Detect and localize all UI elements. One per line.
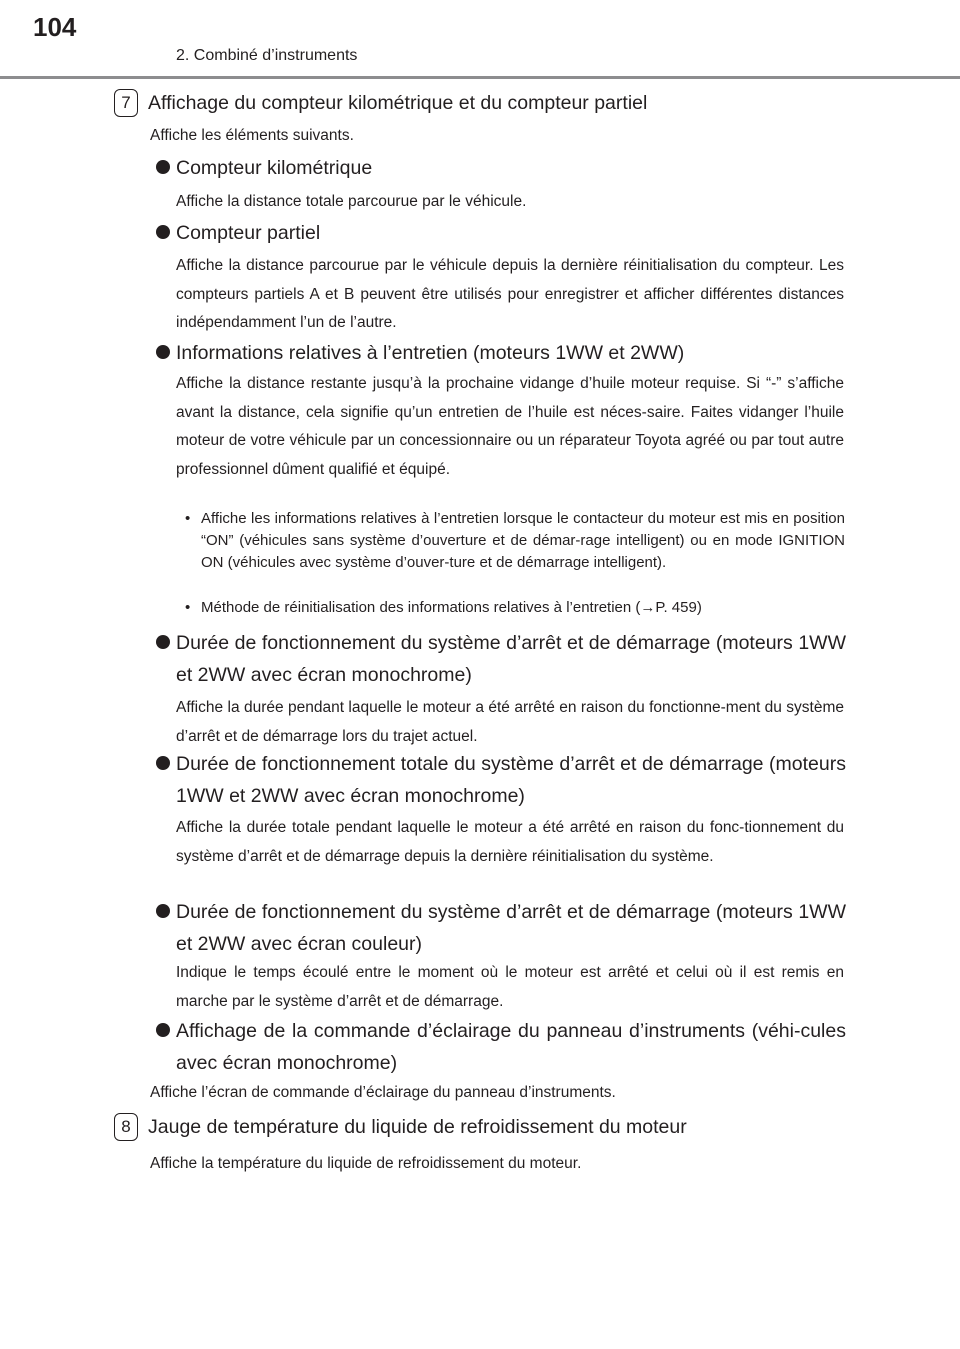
list-item-body: Affiche la durée pendant laquelle le moteur a été arrêté en raison du fonctionne-ment du système d’arrêt et de démarrage lors du trajet actuel. bbox=[176, 699, 844, 745]
bullet-dot-icon bbox=[156, 904, 170, 918]
bullet-dot-icon bbox=[156, 345, 170, 359]
section-number-badge: 7 bbox=[114, 89, 138, 117]
list-item-body: Affiche la distance parcourue par le véhicule depuis la dernière réinitialisation du compteur. Les compteurs partiels A et B peuvent être utilisés pour enregistrer et afficher différentes distances indépendamment l’un de l’autre. bbox=[176, 257, 844, 331]
bullet-dot-icon bbox=[156, 635, 170, 649]
bullet-dot-icon bbox=[156, 756, 170, 770]
list-item-heading: Durée de fonctionnement du système d’arrêt et de démarrage (moteurs 1WW et 2WW avec écran monochrome) bbox=[156, 627, 846, 691]
section-title: Jauge de température du liquide de refroidissement du moteur bbox=[148, 1116, 687, 1138]
bullet-dot-icon bbox=[156, 1023, 170, 1037]
list-item-body: Affiche l’écran de commande d’éclairage du panneau d’instruments. bbox=[150, 1084, 616, 1101]
page-number: 104 bbox=[33, 12, 77, 42]
header-divider bbox=[0, 76, 960, 79]
list-item-body: Affiche la distance restante jusqu’à la prochaine vidange d’huile moteur requise. Si “-” s’affiche avant la distance, cela signifie qu’un entretien de l’huile est néces-saire. Faites vidanger l’huile moteur de votre véhicule par un concessionnaire ou un réparateur Toyota agréé ou par tout autre professionnel dûment qualifié et équipé. bbox=[176, 375, 844, 478]
note-item: • Méthode de réinitialisation des informations relatives à l’entretien (→P. 459) bbox=[185, 599, 702, 616]
bullet-dot-icon bbox=[156, 160, 170, 174]
section-title: Affichage du compteur kilométrique et du compteur partiel bbox=[148, 92, 648, 114]
list-item-heading: Informations relatives à l’entretien (moteurs 1WW et 2WW) bbox=[156, 337, 846, 369]
list-item-heading: Compteur partiel bbox=[156, 217, 846, 249]
list-item-heading: Affichage de la commande d’éclairage du panneau d’instruments (véhi-cules avec écran monochrome) bbox=[156, 1015, 846, 1079]
chapter-title: 2. Combiné d’instruments bbox=[176, 47, 358, 64]
list-item-heading: Compteur kilométrique bbox=[156, 152, 846, 184]
bullet-dot-icon bbox=[156, 225, 170, 239]
list-item-heading: Durée de fonctionnement totale du système d’arrêt et de démarrage (moteurs 1WW et 2WW avec écran monochrome) bbox=[156, 748, 846, 812]
section-intro: Affiche les éléments suivants. bbox=[150, 127, 354, 144]
page-header bbox=[0, 0, 960, 80]
list-item-body: Affiche la distance totale parcourue par le véhicule. bbox=[176, 193, 527, 210]
list-item-body: Indique le temps écoulé entre le moment où le moteur est arrêté et celui où il est remis en marche par le système d’arrêt et de démarrage. bbox=[176, 964, 844, 1010]
section-number-badge: 8 bbox=[114, 1113, 138, 1141]
note-item: • Affiche les informations relatives à l’entretien lorsque le contacteur du moteur est mis en position “ON” (véhicules sans système d’ouverture et de démar-rage intelligent) ou en mode IGNITION ON (véhicules avec système d’ouver-ture et de démarrage intelligent). bbox=[185, 510, 845, 571]
list-item-body: Affiche la durée totale pendant laquelle le moteur a été arrêté en raison du fonc-tionnement du système d’arrêt et de démarrage depuis la dernière réinitialisation du système. bbox=[176, 819, 844, 865]
list-item-heading: Durée de fonctionnement du système d’arrêt et de démarrage (moteurs 1WW et 2WW avec écran couleur) bbox=[156, 896, 846, 960]
section-intro: Affiche la température du liquide de refroidissement du moteur. bbox=[150, 1155, 582, 1172]
